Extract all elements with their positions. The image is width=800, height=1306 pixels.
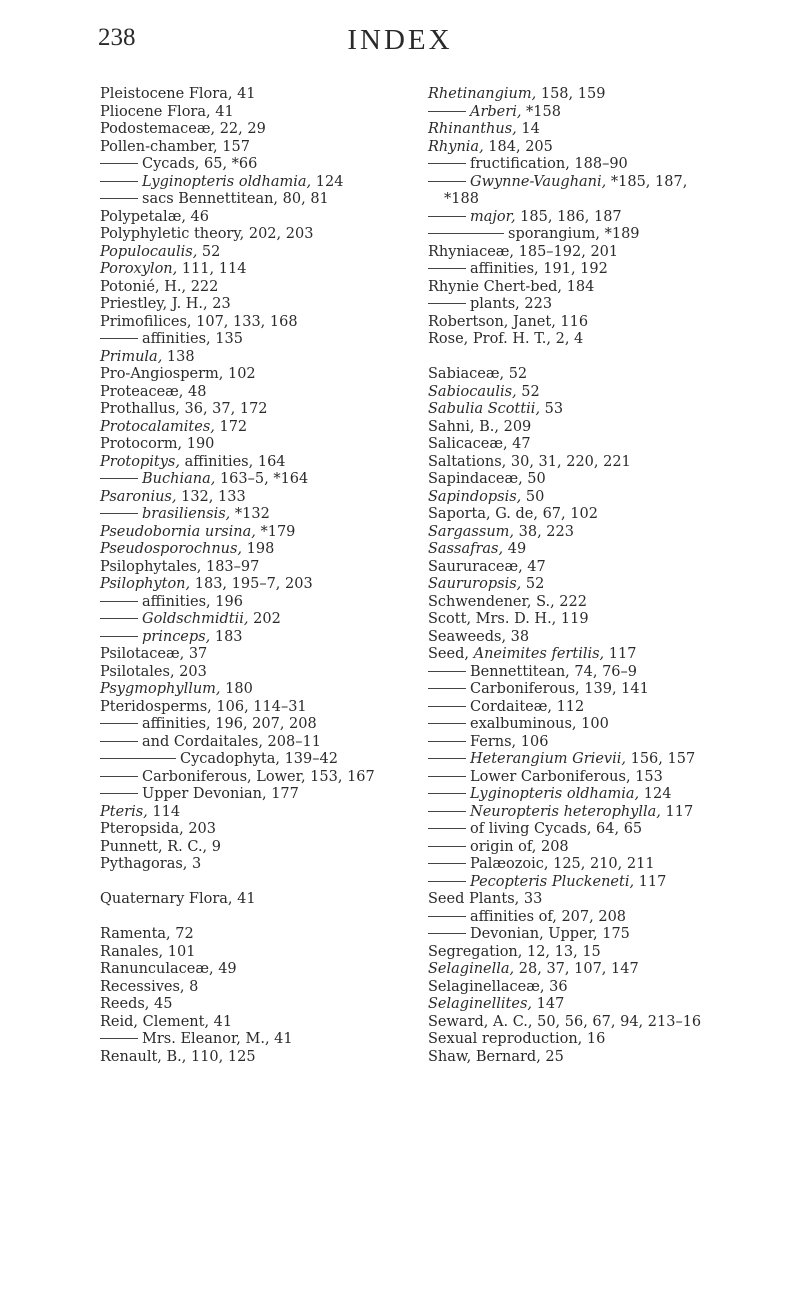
index-entry (428, 751, 778, 769)
index-entry (428, 629, 778, 647)
entry-text: Pro-Angiosperm, 102 (100, 366, 256, 382)
index-entry (100, 331, 430, 349)
index-entry (428, 454, 778, 472)
index-entry (428, 209, 778, 227)
entry-italic: Sassafras, (428, 541, 504, 557)
entry-text: 114 (147, 803, 181, 820)
entry-italic: Sabiocaulis, (428, 383, 517, 400)
index-entry (100, 296, 430, 314)
index-entry (428, 681, 778, 699)
entry-text: of living Cycads, 64, 65 (470, 821, 643, 837)
entry-text: Polyphyletic theory, 202, 203 (100, 226, 314, 242)
ditto-dash (428, 688, 466, 689)
entry-italic: Populocaulis, (100, 243, 198, 260)
entry-text: Sexual reproduction, 16 (428, 1031, 606, 1047)
ditto-dash (428, 863, 466, 864)
index-entry (100, 979, 430, 997)
entry-italic: Psaronius, (100, 488, 177, 505)
entry-italic: Sabulia Scottii, (428, 401, 541, 417)
entry-text: Recessives, 8 (100, 978, 199, 995)
entry-text: affinities, 135 (142, 331, 243, 347)
index-entry (428, 664, 778, 682)
index-entry (100, 1031, 430, 1049)
index-entry (100, 349, 430, 367)
index-entry (100, 104, 430, 122)
entry-text: 38, 223 (514, 523, 574, 540)
index-entry (100, 716, 430, 734)
index-entry (100, 611, 430, 629)
index-entry (100, 366, 430, 384)
entry-italic: Neuropteris heterophylla, (470, 803, 661, 820)
entry-text: Palæozoic, 125, 210, 211 (470, 856, 655, 872)
entry-text: 138 (162, 348, 195, 365)
entry-text: Polypetalæ, 46 (100, 208, 209, 225)
entry-text: Segregation, 12, 13, 15 (428, 943, 601, 960)
index-entry (428, 541, 778, 559)
entry-text: Protocorm, 190 (100, 436, 215, 452)
entry-text: Psilophytales, 183–97 (100, 558, 260, 575)
entry-text: Pteridosperms, 106, 114–31 (100, 698, 307, 715)
entry-text: 124 (311, 173, 344, 190)
ditto-dash (428, 933, 466, 934)
index-column-left (100, 86, 430, 1066)
entry-text: Cordaiteæ, 112 (470, 698, 585, 715)
index-entry (100, 156, 430, 174)
entry-text: Ranales, 101 (100, 943, 196, 960)
index-entry (100, 559, 430, 577)
index-entry (428, 559, 778, 577)
ditto-dash (428, 706, 466, 707)
index-entry (428, 594, 778, 612)
entry-text: Psilotaceæ, 37 (100, 646, 208, 662)
entry-text: 198 (242, 541, 275, 557)
index-entry (100, 139, 430, 157)
index-entry (100, 226, 430, 244)
ditto-dash (428, 233, 504, 234)
entry-text: 52 (516, 383, 540, 400)
entry-italic: Goldschmidtii, (142, 611, 249, 627)
entry-text: 156, 157 (625, 751, 696, 767)
index-entry (100, 506, 430, 524)
index-entry (428, 401, 778, 419)
entry-text: Mrs. Eleanor, M., 41 (142, 1031, 293, 1047)
ditto-dash (428, 846, 466, 847)
entry-italic: major, (470, 208, 516, 225)
ditto-dash (100, 618, 138, 619)
entry-text: Upper Devonian, 177 (142, 786, 299, 802)
ditto-dash (428, 671, 466, 672)
entry-text: 183, 195–7, 203 (190, 576, 313, 592)
entry-text: Punnett, R. C., 9 (100, 838, 221, 855)
index-entry (428, 191, 778, 209)
index-entry (428, 121, 778, 139)
entry-text: Renault, B., 110, 125 (100, 1048, 256, 1065)
entry-italic: Sargassum, (428, 523, 515, 540)
entry-text: sacs Bennettitean, 80, 81 (142, 191, 329, 207)
entry-text: Primofilices, 107, 133, 168 (100, 313, 298, 330)
index-entry (100, 454, 430, 472)
entry-text: Saururaceæ, 47 (428, 558, 546, 575)
index-entry (428, 839, 778, 857)
index-entry (428, 611, 778, 629)
entry-text: Ramenta, 72 (100, 926, 194, 942)
entry-italic: Primula, (100, 348, 163, 365)
entry-text: Lower Carboniferous, 153 (470, 768, 663, 785)
entry-text: Selaginellaceæ, 36 (428, 978, 568, 995)
entry-text: 52 (521, 576, 545, 592)
entry-italic: Psilophyton, (100, 576, 191, 592)
entry-italic: Saururopsis, (428, 576, 522, 592)
entry-text: Shaw, Bernard, 25 (428, 1048, 564, 1065)
page-header (0, 18, 800, 78)
entry-text: Pliocene Flora, 41 (100, 103, 234, 120)
entry-text: 184, 205 (483, 138, 553, 155)
index-entry (100, 891, 430, 909)
ditto-dash (428, 881, 466, 882)
entry-text: Priestley, J. H., 23 (100, 296, 231, 312)
entry-text: *179 (255, 523, 296, 540)
entry-text: affinities of, 207, 208 (470, 908, 627, 925)
entry-text: 132, 133 (176, 488, 246, 505)
entry-text: Pteropsida, 203 (100, 821, 217, 837)
index-entry (428, 874, 778, 892)
index-entry (428, 366, 778, 384)
entry-text: Robertson, Janet, 116 (428, 313, 589, 330)
index-entry (100, 121, 430, 139)
entry-text: Potonié, H., 222 (100, 278, 219, 295)
entry-text: Psilotales, 203 (100, 663, 207, 680)
ditto-dash (428, 163, 466, 164)
entry-text: plants, 223 (470, 296, 553, 312)
entry-italic: princeps, (142, 628, 211, 645)
index-entry (100, 664, 430, 682)
index-entry (428, 419, 778, 437)
entry-text: 117 (634, 873, 667, 890)
index-entry (428, 314, 778, 332)
ditto-dash (100, 338, 138, 339)
index-entry (428, 891, 778, 909)
entry-text: *158 (521, 103, 561, 120)
index-entry (428, 646, 778, 664)
entry-text: exalbuminous, 100 (470, 716, 609, 732)
ditto-dash (428, 811, 466, 812)
ditto-dash (100, 723, 138, 724)
index-entry (428, 226, 778, 244)
entry-text: Ranunculaceæ, 49 (100, 961, 237, 977)
entry-italic: Pecopteris Pluckeneti, (470, 873, 635, 890)
index-entry (428, 926, 778, 944)
entry-text: Bennettitean, 74, 76–9 (470, 663, 637, 680)
ditto-dash (100, 478, 138, 479)
ditto-dash (100, 163, 138, 164)
entry-text: Sapindaceæ, 50 (428, 471, 546, 487)
index-entry (428, 979, 778, 997)
entry-text: Schwendener, S., 222 (428, 593, 587, 610)
index-entry (428, 716, 778, 734)
index-entry (428, 156, 778, 174)
entry-text: 163–5, *164 (215, 471, 309, 487)
entry-italic: Protopitys, (100, 453, 180, 470)
index-entry (428, 524, 778, 542)
entry-text: 183 (210, 628, 243, 645)
entry-text: affinities, 164 (179, 453, 286, 470)
entry-text: affinities, 191, 192 (470, 261, 608, 277)
index-entry (100, 769, 430, 787)
index-entry (428, 436, 778, 454)
ditto-dash (100, 513, 138, 514)
entry-italic: Pseudobornia ursina, (100, 523, 256, 540)
entry-italic: Pteris, (100, 803, 148, 820)
index-entry (428, 961, 778, 979)
entry-text: fructification, 188–90 (470, 156, 628, 172)
entry-italic: Selaginellites, (428, 996, 533, 1012)
index-entry (100, 471, 430, 489)
entry-text: 111, 114 (177, 261, 247, 277)
entry-text: Cycadophyta, 139–42 (180, 751, 338, 767)
index-entry (100, 786, 430, 804)
entry-italic: Lyginopteris oldhamia, (470, 786, 640, 802)
ditto-dash (428, 216, 466, 217)
entry-text: Seaweeds, 38 (428, 628, 530, 645)
ditto-dash (100, 741, 138, 742)
index-entry (100, 856, 430, 874)
entry-text: Reeds, 45 (100, 996, 173, 1012)
entry-pages: 117 (604, 646, 637, 662)
ditto-dash (428, 828, 466, 829)
index-entry (100, 261, 430, 279)
entry-text: 49 (503, 541, 527, 557)
entry-text: affinities, 196, 207, 208 (142, 716, 317, 732)
entry-text: 50 (521, 488, 545, 505)
index-entry (100, 1014, 430, 1032)
index-entry (100, 996, 430, 1014)
entry-text: affinities, 196 (142, 593, 243, 610)
index-entry (428, 804, 778, 822)
index-entry (100, 961, 430, 979)
index-entry (428, 104, 778, 122)
ditto-dash (100, 198, 138, 199)
entry-text: Proteaceæ, 48 (100, 383, 207, 400)
index-entry (428, 279, 778, 297)
index-entry (428, 909, 778, 927)
ditto-dash (428, 741, 466, 742)
entry-italic: Rhinanthus, (428, 121, 517, 137)
index-entry (100, 926, 430, 944)
index-entry (100, 244, 430, 262)
index-entry (428, 331, 778, 349)
index-entry (428, 996, 778, 1014)
index-entry (100, 629, 430, 647)
index-entry (100, 541, 430, 559)
entry-text: 202 (248, 611, 281, 627)
index-entry (428, 506, 778, 524)
entry-italic: Selaginella, (428, 961, 515, 977)
ditto-dash (428, 111, 466, 112)
entry-text: 28, 37, 107, 147 (514, 961, 639, 977)
ditto-dash (100, 776, 138, 777)
entry-text: 117 (660, 803, 694, 820)
ditto-dash (100, 601, 138, 602)
entry-italic: Aneimites fertilis, (473, 646, 605, 662)
index-entry (428, 944, 778, 962)
entry-text: Reid, Clement, 41 (100, 1013, 233, 1030)
entry-text: 147 (532, 996, 565, 1012)
entry-text: 158, 159 (536, 86, 606, 102)
ditto-dash (428, 793, 466, 794)
entry-italic: Gwynne-Vaughani, (470, 173, 607, 190)
entry-italic: Arberi, (470, 103, 522, 120)
entry-text: Saltations, 30, 31, 220, 221 (428, 453, 631, 470)
index-entry (428, 576, 778, 594)
entry-text: Carboniferous, Lower, 153, 167 (142, 768, 375, 785)
index-entry (100, 209, 430, 227)
index-entry (428, 769, 778, 787)
page-title: INDEX (347, 24, 453, 56)
index-entry (428, 139, 778, 157)
index-entry (428, 489, 778, 507)
index-entry (428, 261, 778, 279)
entry-text: 124 (639, 786, 672, 802)
entry-italic: brasiliensis, (142, 506, 231, 522)
entry-text: Podostemaceæ, 22, 29 (100, 121, 266, 137)
ditto-dash (428, 758, 466, 759)
index-entry (100, 699, 430, 717)
entry-text: 53 (540, 401, 564, 417)
index-entry (100, 191, 430, 209)
index-entry (428, 86, 778, 104)
page-number: 238 (98, 24, 136, 51)
index-entry (100, 751, 430, 769)
index-entry (428, 699, 778, 717)
entry-text: Pollen-chamber, 157 (100, 138, 250, 155)
entry-text: Pythagoras, 3 (100, 856, 202, 872)
entry-text: 52 (197, 243, 221, 260)
index-entry (428, 244, 778, 262)
index-entry (428, 384, 778, 402)
entry-italic: Lyginopteris oldhamia, (142, 173, 312, 190)
index-entry (428, 471, 778, 489)
entry-italic: Poroxylon, (100, 261, 178, 277)
entry-text: Rhynie Chert-bed, 184 (428, 278, 595, 295)
entry-italic: Psygmophyllum, (100, 681, 221, 697)
entry-text: Carboniferous, 139, 141 (470, 681, 649, 697)
entry-italic: Rhynia, (428, 138, 484, 155)
index-entry (100, 576, 430, 594)
index-entry (100, 401, 430, 419)
entry-text: Scott, Mrs. D. H., 119 (428, 611, 589, 627)
index-entry (428, 786, 778, 804)
entry-text: Sabiaceæ, 52 (428, 366, 528, 382)
entry-italic: Buchiana, (142, 471, 216, 487)
entry-text: Seward, A. C., 50, 56, 67, 94, 213–16 (428, 1013, 702, 1030)
entry-italic: Rhetinangium, (428, 86, 537, 102)
index-entry (428, 734, 778, 752)
entry-text: 180 (220, 681, 253, 697)
index-entry (428, 821, 778, 839)
entry-text: *188 (444, 191, 479, 207)
entry-text: Rose, Prof. H. T., 2, 4 (428, 331, 584, 347)
entry-text: Sahni, B., 209 (428, 418, 532, 435)
index-entry (100, 86, 430, 104)
index-entry (100, 734, 430, 752)
entry-text: Quaternary Flora, 41 (100, 891, 256, 907)
ditto-dash (428, 776, 466, 777)
entry-italic: Sapindopsis, (428, 488, 522, 505)
index-entry (100, 314, 430, 332)
index-entry (100, 489, 430, 507)
entry-text: Seed, (428, 646, 474, 662)
index-entry (100, 839, 430, 857)
ditto-dash (428, 916, 466, 917)
entry-italic: Heterangium Grievii, (470, 751, 626, 767)
index-entry (428, 174, 778, 192)
index-column-right (428, 86, 778, 1066)
entry-text: Devonian, Upper, 175 (470, 926, 630, 942)
index-entry (428, 1031, 778, 1049)
index-entry (100, 419, 430, 437)
index-entry (100, 384, 430, 402)
ditto-dash (428, 723, 466, 724)
entry-text: Ferns, 106 (470, 733, 549, 750)
index-entry (100, 279, 430, 297)
ditto-dash (428, 181, 466, 182)
entry-text: 172 (214, 418, 248, 435)
ditto-dash (428, 268, 466, 269)
ditto-dash (100, 636, 138, 637)
index-entry (100, 804, 430, 822)
ditto-dash (100, 181, 138, 182)
entry-text: Prothallus, 36, 37, 172 (100, 401, 268, 417)
entry-text: origin of, 208 (470, 838, 569, 855)
index-entry (100, 681, 430, 699)
entry-text: Salicaceæ, 47 (428, 436, 531, 452)
entry-italic: Pseudosporochnus, (100, 541, 243, 557)
index-entry (100, 646, 430, 664)
index-entry (428, 296, 778, 314)
entry-text: and Cordaitales, 208–11 (142, 733, 321, 750)
ditto-dash (100, 793, 138, 794)
index-entry (100, 174, 430, 192)
index-entry (100, 1049, 430, 1067)
index-entry (100, 944, 430, 962)
index-entry (100, 821, 430, 839)
entry-text: *185, 187, (606, 173, 688, 190)
index-entry (100, 524, 430, 542)
entry-text: Saporta, G. de, 67, 102 (428, 506, 598, 522)
ditto-dash (100, 758, 176, 759)
entry-text: 14 (516, 121, 540, 137)
entry-italic: Protocalamites, (100, 418, 215, 435)
ditto-dash (100, 1038, 138, 1039)
ditto-dash (428, 303, 466, 304)
entry-text: Rhyniaceæ, 185–192, 201 (428, 243, 619, 260)
entry-text: Seed Plants, 33 (428, 891, 543, 907)
index-entry (428, 1049, 778, 1067)
entry-text: sporangium, *189 (508, 226, 640, 242)
index-entry (428, 856, 778, 874)
index-entry (100, 436, 430, 454)
index-entry (428, 1014, 778, 1032)
entry-text: 185, 186, 187 (515, 208, 622, 225)
entry-text: Pleistocene Flora, 41 (100, 86, 256, 102)
entry-text: Cycads, 65, *66 (142, 156, 258, 172)
entry-text: *132 (230, 506, 270, 522)
index-entry (100, 594, 430, 612)
